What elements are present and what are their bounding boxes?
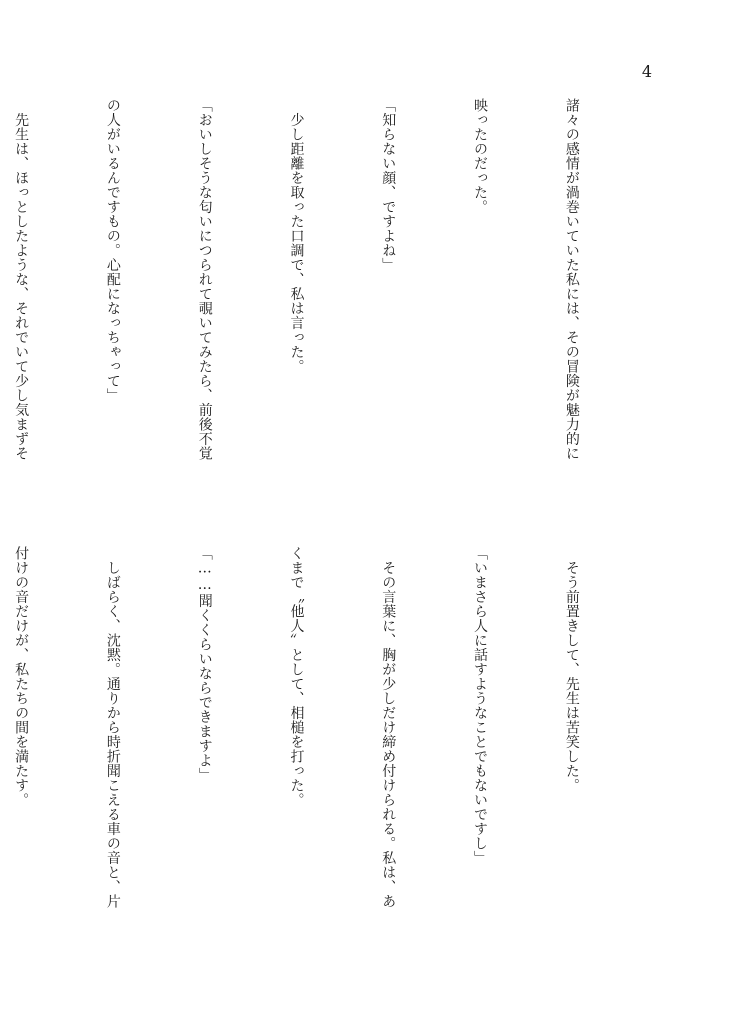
text-block-top: [13, 98, 648, 508]
text-line: くまで〝他人〟として、相槌を打った。: [288, 546, 305, 807]
text-line: 付けの音だけが、私たちの間を満たす。: [13, 546, 30, 807]
text-line: 「……聞くくらいならできますよ」: [196, 546, 213, 782]
text-line: 映ったのだった。: [472, 98, 489, 214]
text-line: の人がいるんですもの。心配になっちゃって」: [104, 98, 121, 403]
text-line: 「おいしそうな匂いにつられて覗いてみたら、前後不覚: [196, 98, 213, 461]
text-line: そう前置きして、先生は苦笑した。: [563, 546, 580, 793]
text-line: しばらく、沈黙。通りから時折聞こえる車の音と、片: [104, 546, 121, 909]
text-line: その言葉に、胸が少しだけ締め付けられる。私は、あ: [380, 546, 397, 909]
text-line: 少し距離を取った口調で、私は言った。: [288, 98, 305, 374]
page-number: 4: [641, 62, 652, 81]
text-line: 先生は、ほっとしたような、それでいて少し気まずそ: [13, 98, 30, 461]
text-line: 「知らない顔、ですよね」: [380, 98, 397, 272]
text-block-bottom: [13, 546, 648, 966]
text-line: 「いまさら人に話すようなことでもないですし」: [472, 546, 489, 865]
text-line: 諸々の感情が渦巻いていた私には、その冒険が魅力的に: [563, 98, 580, 461]
